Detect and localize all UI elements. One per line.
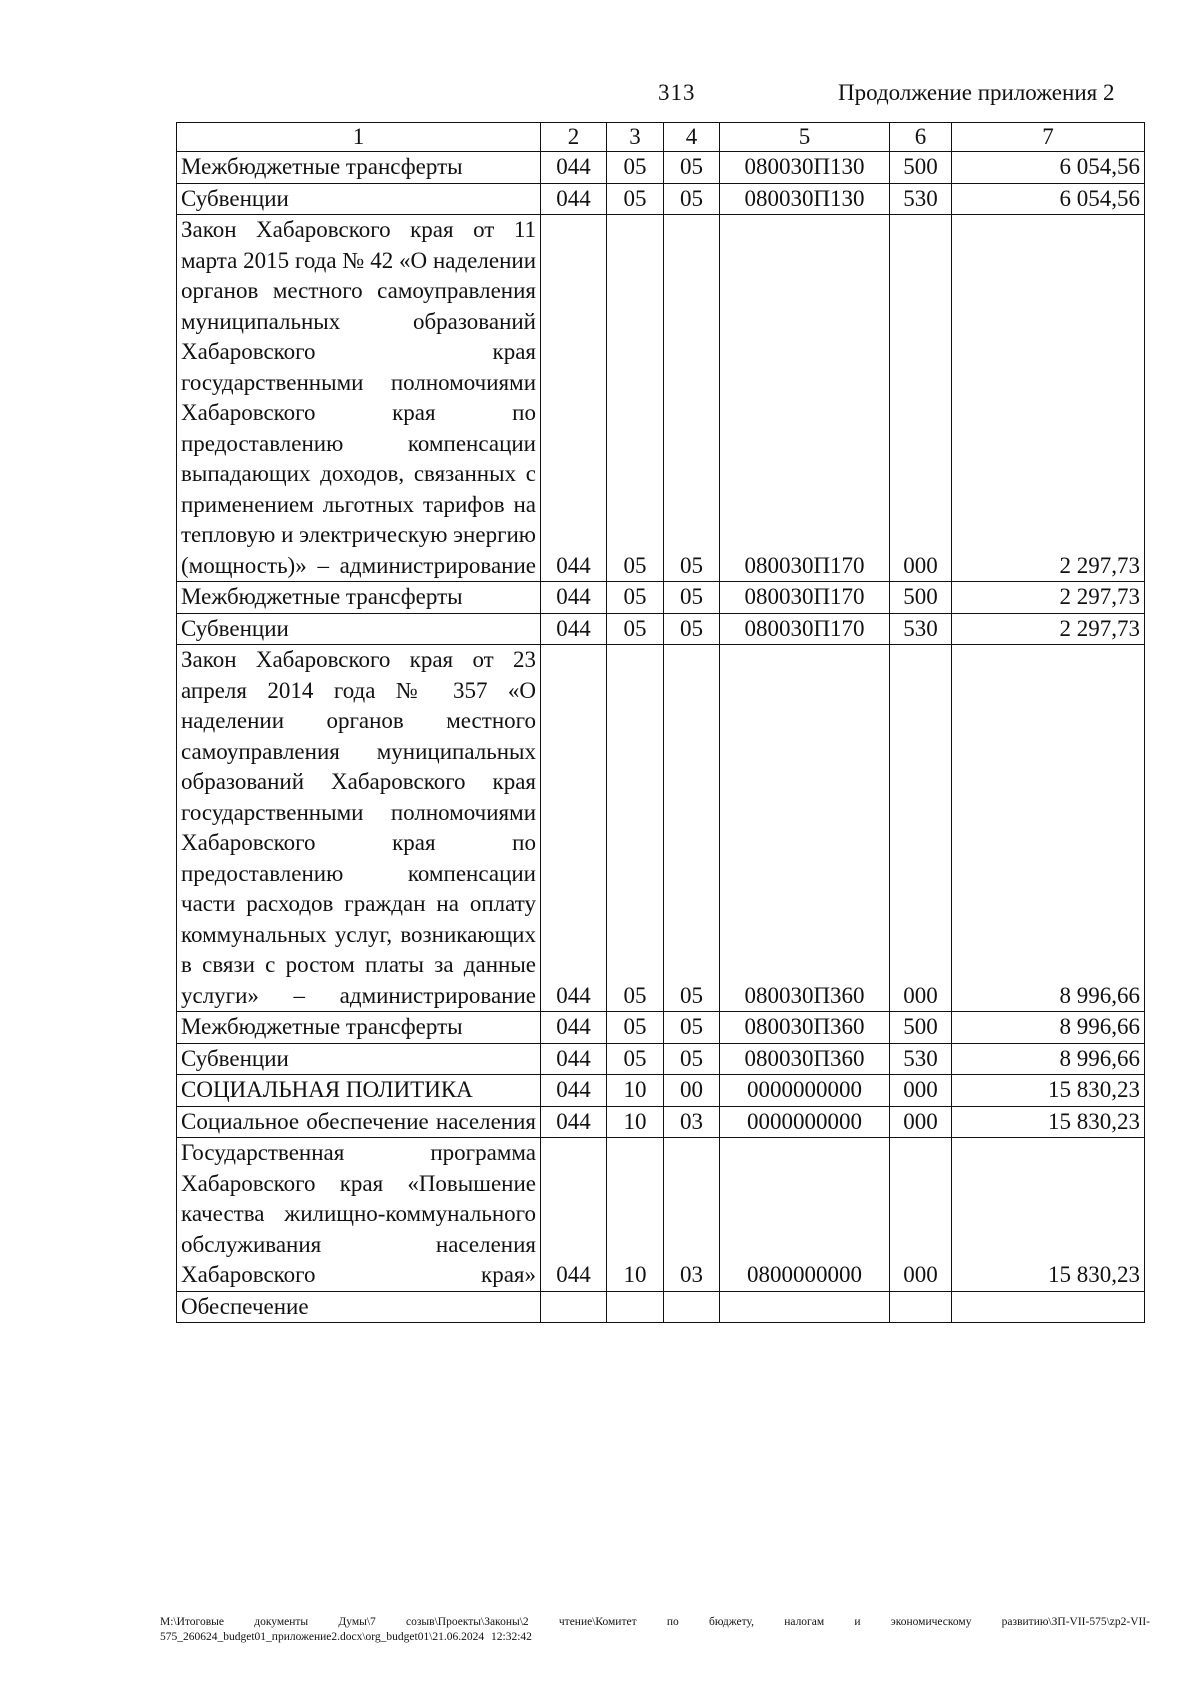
column-header: 6 [890, 123, 952, 152]
cell-section: 05 [607, 152, 664, 184]
cell-target-article: 080030П170 [720, 215, 890, 582]
cell-target-article: 080030П360 [720, 645, 890, 1012]
cell-subsection [664, 1291, 720, 1323]
row-description: Обеспечение [177, 1291, 541, 1323]
cell-section: 10 [607, 1138, 664, 1292]
page-number: 313 [658, 80, 696, 105]
footer-file-path: M:\Итоговые документы Думы\7 созыв\Проекты\Законы\2 чтение\Комитет по бюджету, налогам и экономическому развитию\ЗП-VII-575\zp2-VII-575_260624_budget01_приложение2.docx\org_budget01\21.06.2024 12:32:42 [160, 1616, 1150, 1643]
cell-amount: 15 830,23 [952, 1075, 1145, 1107]
row-description: Субвенции [177, 613, 541, 645]
cell-expense-type: 000 [890, 645, 952, 1012]
cell-amount: 6 054,56 [952, 183, 1145, 215]
cell-expense-type: 000 [890, 215, 952, 582]
table-row [177, 1043, 1145, 1075]
row-description: Закон Хабаровского края от 23 апреля 2014 года № 357 «О наделении органов местного самоуправления муниципальных образований Хабаровского края государственными полномочиями Хабаровского края по предоставлению компенсации части расходов граждан на оплату коммунальных услуг, возникающих в связи с ростом платы за данные услуги» – администрирование [177, 645, 541, 1012]
cell-expense-type: 500 [890, 582, 952, 614]
row-description: Межбюджетные трансферты [177, 582, 541, 614]
cell-amount: 2 297,73 [952, 582, 1145, 614]
cell-amount: 6 054,56 [952, 152, 1145, 184]
row-description: Социальное обеспечение населения [177, 1106, 541, 1138]
cell-subsection: 05 [664, 582, 720, 614]
table-row [177, 152, 1145, 184]
cell-target-article: 0000000000 [720, 1075, 890, 1107]
cell-subsection: 03 [664, 1138, 720, 1292]
cell-admin-code: 044 [541, 1138, 607, 1292]
cell-admin-code: 044 [541, 613, 607, 645]
table-row [177, 1012, 1145, 1044]
cell-target-article: 080030П360 [720, 1012, 890, 1044]
cell-section: 05 [607, 215, 664, 582]
cell-admin-code: 044 [541, 215, 607, 582]
cell-section [607, 1291, 664, 1323]
column-header: 3 [607, 123, 664, 152]
cell-admin-code: 044 [541, 1012, 607, 1044]
cell-expense-type: 000 [890, 1075, 952, 1107]
row-description: Межбюджетные трансферты [177, 1012, 541, 1044]
cell-admin-code: 044 [541, 645, 607, 1012]
cell-subsection: 03 [664, 1106, 720, 1138]
table-header-row [177, 123, 1145, 152]
table-row [177, 582, 1145, 614]
cell-expense-type: 000 [890, 1106, 952, 1138]
cell-expense-type [890, 1291, 952, 1323]
cell-admin-code: 044 [541, 1075, 607, 1107]
row-description: СОЦИАЛЬНАЯ ПОЛИТИКА [177, 1075, 541, 1107]
row-description: Субвенции [177, 1043, 541, 1075]
column-header: 2 [541, 123, 607, 152]
cell-expense-type: 530 [890, 613, 952, 645]
cell-subsection: 00 [664, 1075, 720, 1107]
cell-expense-type: 500 [890, 152, 952, 184]
column-header: 7 [952, 123, 1145, 152]
table-row [177, 613, 1145, 645]
cell-target-article: 0800000000 [720, 1138, 890, 1292]
column-header: 1 [177, 123, 541, 152]
table-row [177, 1106, 1145, 1138]
cell-expense-type: 000 [890, 1138, 952, 1292]
column-header: 4 [664, 123, 720, 152]
budget-table [176, 122, 1145, 1323]
cell-target-article: 080030П170 [720, 582, 890, 614]
cell-admin-code: 044 [541, 1043, 607, 1075]
table-row [177, 1138, 1145, 1292]
cell-amount [952, 1291, 1145, 1323]
cell-amount: 2 297,73 [952, 215, 1145, 582]
row-description: Межбюджетные трансферты [177, 152, 541, 184]
cell-amount: 2 297,73 [952, 613, 1145, 645]
cell-section: 10 [607, 1075, 664, 1107]
cell-admin-code [541, 1291, 607, 1323]
cell-section: 05 [607, 183, 664, 215]
cell-section: 05 [607, 613, 664, 645]
table-row [177, 215, 1145, 582]
cell-amount: 8 996,66 [952, 1043, 1145, 1075]
table-row [177, 645, 1145, 1012]
cell-subsection: 05 [664, 1043, 720, 1075]
cell-target-article: 0000000000 [720, 1106, 890, 1138]
cell-target-article: 080030П130 [720, 152, 890, 184]
table-row [177, 1075, 1145, 1107]
continuation-label: Продолжение приложения 2 [838, 80, 1115, 105]
cell-subsection: 05 [664, 215, 720, 582]
cell-section: 05 [607, 1012, 664, 1044]
row-description: Закон Хабаровского края от 11 марта 2015 года № 42 «О наделении органов местного самоуправления муниципальных образований Хабаровского края государственными полномочиями Хабаровского края по предоставлению компенсации выпадающих доходов, связанных с применением льготных тарифов на тепловую и электрическую энергию (мощность)» – администрирование [177, 215, 541, 582]
cell-admin-code: 044 [541, 183, 607, 215]
table-row [177, 183, 1145, 215]
row-description: Государственная программа Хабаровского края «Повышение качества жилищно-коммунального обслуживания населения Хабаровского края» [177, 1138, 541, 1292]
cell-expense-type: 530 [890, 1043, 952, 1075]
cell-amount: 15 830,23 [952, 1106, 1145, 1138]
cell-subsection: 05 [664, 645, 720, 1012]
cell-amount: 8 996,66 [952, 645, 1145, 1012]
cell-admin-code: 044 [541, 152, 607, 184]
cell-expense-type: 530 [890, 183, 952, 215]
cell-target-article: 080030П170 [720, 613, 890, 645]
cell-section: 05 [607, 582, 664, 614]
cell-subsection: 05 [664, 613, 720, 645]
cell-admin-code: 044 [541, 582, 607, 614]
cell-target-article: 080030П360 [720, 1043, 890, 1075]
cell-admin-code: 044 [541, 1106, 607, 1138]
cell-subsection: 05 [664, 183, 720, 215]
row-description: Субвенции [177, 183, 541, 215]
cell-section: 05 [607, 1043, 664, 1075]
cell-expense-type: 500 [890, 1012, 952, 1044]
cell-subsection: 05 [664, 152, 720, 184]
table-row [177, 1291, 1145, 1323]
cell-amount: 8 996,66 [952, 1012, 1145, 1044]
cell-amount: 15 830,23 [952, 1138, 1145, 1292]
cell-section: 05 [607, 645, 664, 1012]
cell-target-article [720, 1291, 890, 1323]
cell-subsection: 05 [664, 1012, 720, 1044]
cell-target-article: 080030П130 [720, 183, 890, 215]
cell-section: 10 [607, 1106, 664, 1138]
column-header: 5 [720, 123, 890, 152]
